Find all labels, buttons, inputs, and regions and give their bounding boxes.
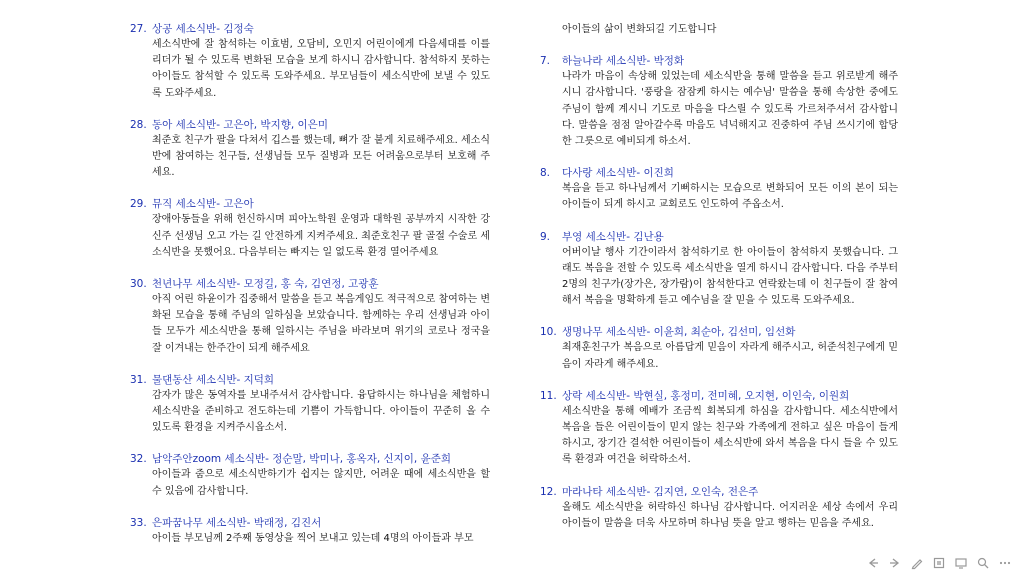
entry-body: 아직 어린 하윤이가 집중해서 말씀을 듣고 복음게임도 적극적으로 참여하는 변화된 모습을 통해 주님의 일하심을 보았습니다. 함께하는 우리 선생님과 아이들 모두가 세소식반을 통해 일하시는 주님을 바라보며 위기의 코로나 정국을 잘 이겨내는 한주간이 되게 해주세요 (152, 294, 490, 354)
entry-number: 31. (130, 373, 147, 386)
entry-title: 다사랑 세소식반- 이진희 (562, 167, 674, 180)
entry-body: 장애아동들을 위해 헌신하시며 피아노학원 운영과 대학원 공부까지 시작한 강신주 선생님 오고 가는 길 안전하게 지켜주세요. 최준호친구 팔 골절 수술로 세소식반을 못했어요. 다음부터는 빠지는 일 없도록 환경 열어주세요 (152, 214, 490, 258)
entry-heading (130, 22, 490, 37)
entry-heading (130, 452, 490, 467)
entry-body: 세소식반을 통해 예배가 조금씩 회복되게 하심을 감사합니다. 세소식반에서 복음을 들은 어린이들이 믿지 않는 친구와 가족에게 전하고 싶은 마음이 들게 하시고, 장기간 결석한 어린이들이 세소식반에 와서 복음을 다시 들을 수 있도록 환경과 여건을 허락하소서. (562, 405, 898, 466)
entry-title: 생명나무 세소식반- 이윤희, 최순아, 김선미, 임선화 (562, 326, 796, 339)
entry-number: 33. (130, 516, 147, 529)
prayer-entry (130, 277, 490, 357)
slideshow-toolbar (866, 556, 1012, 570)
entry-number: 29. (130, 198, 147, 211)
eraser-icon[interactable] (932, 556, 946, 570)
entry-title: 뮤직 세소식반- 고은아 (152, 198, 254, 211)
entry-heading (540, 485, 898, 500)
entry-body: 올해도 세소식반을 허락하신 하나님 감사합니다. 어지러운 세상 속에서 우리 아이들이 말씀을 더욱 사모하며 하나님 뜻을 알고 행하는 믿음을 주세요. (562, 501, 898, 529)
zoom-icon[interactable] (976, 556, 990, 570)
entry-heading (130, 516, 490, 531)
entry-heading (540, 389, 898, 404)
entry-number: 11. (540, 389, 557, 402)
entry-body: 나라가 마음이 속상해 있었는데 세소식반을 통해 말씀을 듣고 위로받게 해주시니 감사합니다. '풍랑을 잠잠케 하시는 예수님' 말씀을 통해 속상한 중에도 주님이 함께 계시니 기도로 마음을 다스릴 수 있도록 가르쳐주셔서 감사합니다. 말씀을 점점 알아갈수록 마음도 넉넉해지고 진중하여 주님 쓰시기에 합당한 그릇으로 예비되게 하소서. (562, 71, 898, 148)
entry-heading (540, 54, 898, 69)
entry-title: 동아 세소식반- 고은아, 박지향, 이은미 (152, 118, 328, 131)
entry-number: 28. (130, 118, 147, 131)
entry-number: 12. (540, 485, 557, 498)
entry-heading (130, 373, 490, 388)
entry-number: 7. (540, 55, 551, 68)
prayer-entry (540, 230, 898, 310)
entry-number: 8. (540, 167, 551, 180)
entry-number: 32. (130, 453, 147, 466)
entry-heading (540, 230, 898, 245)
entry-body: 어버이날 행사 기간이라서 참석하기로 한 아이들이 참석하지 못했습니다. 그래도 복음을 전할 수 있도록 세소식반을 열게 하시니 감사합니다. 다음 주부터 2명의 친구가(장가은, 장가람)이 참석한다고 연락왔는데 이 친구들이 잘 참여해서 복음을 명확하게 듣고 예수님을 잘 믿을 수 있도록 도와주세요. (562, 246, 898, 307)
pen-icon[interactable] (910, 556, 924, 570)
right-column (540, 22, 898, 548)
prayer-entry (130, 197, 490, 261)
prayer-entry (540, 54, 898, 150)
prayer-entry (540, 485, 898, 532)
left-column (130, 22, 490, 563)
next-icon[interactable] (888, 556, 902, 570)
prayer-entry (130, 373, 490, 437)
entry-title: 남악주안zoom 세소식반- 정순말, 박미나, 홍옥자, 신지이, 윤준희 (152, 453, 452, 466)
entry-heading (130, 277, 490, 292)
prayer-entry (540, 166, 898, 213)
prayer-entry (130, 452, 490, 499)
entry-body: 최재훈친구가 복음으로 아름답게 믿음이 자라게 해주시고, 허준석친구에게 믿음이 자라게 해주세요. (562, 342, 898, 370)
entry-title: 하늘나라 세소식반- 박정화 (562, 55, 685, 68)
prayer-entry (130, 118, 490, 182)
entry-body: 최준호 친구가 팔을 다쳐서 깁스를 했는데, 뼈가 잘 붙게 치료해주세요. 세소식반에 참여하는 친구들, 선생님들 모두 질병과 모든 어려움으로부터 보호해 주세요. (152, 134, 490, 179)
entry-heading (130, 118, 490, 133)
entry-title: 물댄동산 세소식반- 지덕희 (152, 373, 275, 386)
entry-heading (130, 197, 490, 212)
prayer-entry (540, 389, 898, 469)
prev-icon[interactable] (866, 556, 880, 570)
prayer-entry (130, 22, 490, 102)
continued-text: 아이들의 삶이 변화되길 기도합니다 (562, 24, 717, 35)
entry-body: 복음을 듣고 하나님께서 기뻐하시는 모습으로 변화되어 모든 이의 본이 되는 아이들이 되게 하시고 교회로도 인도하여 주옵소서. (562, 183, 898, 211)
entry-title: 은파꿈나무 세소식반- 박래정, 김진서 (152, 516, 322, 529)
entry-title: 상공 세소식반- 김정숙 (152, 23, 254, 35)
entry-body: 아이들과 줌으로 세소식반하기가 쉽지는 않지만, 어려운 때에 세소식반을 할 수 있음에 감사합니다. (152, 469, 490, 497)
entry-title: 천년나무 세소식반- 모정길, 홍 숙, 김연정, 고광훈 (152, 278, 379, 291)
prayer-entry (130, 516, 490, 547)
entry-heading (540, 325, 898, 340)
entry-number: 10. (540, 326, 557, 339)
more-icon[interactable] (998, 556, 1012, 570)
entry-body: 세소식반에 잘 참석하는 이효범, 오담비, 오민지 어린이에게 다음세대를 이를 리더가 될 수 있도록 변화된 모습을 보게 하시니 감사합니다. 참석하지 못하는 아이들도 참석할 수 있도록 도와주세요. 부모님들이 세소식반에 보낼 수 있도록 도와주세요. (152, 39, 490, 99)
entry-body: 감자가 많은 동역자를 보내주셔서 감사합니다. 융답하시는 하나님을 체험하니 세소식반을 준비하고 전도하는데 기쁨이 가득합니다. 아이들이 꾸준히 올 수 있도록 환경을 지켜주시옵소서. (152, 389, 490, 434)
entry-number: 30. (130, 278, 147, 291)
prayer-entry (540, 325, 898, 372)
entry-title: 상락 세소식반- 박현실, 홍정미, 전미혜, 오지현, 이인숙, 이원희 (562, 389, 850, 402)
entry-heading (540, 166, 898, 181)
entry-title: 부영 세소식반- 김난용 (562, 230, 664, 243)
entry-number: 27. (130, 23, 147, 35)
entry-body: 아이들 부모님께 2주째 동영상을 찍어 보내고 있는데 4명의 아이들과 부모 (152, 532, 474, 544)
entry-title: 마라나타 세소식반- 김지연, 오인숙, 전은주 (562, 485, 759, 498)
entry-number: 9. (540, 230, 551, 243)
slides-icon[interactable] (954, 556, 968, 570)
